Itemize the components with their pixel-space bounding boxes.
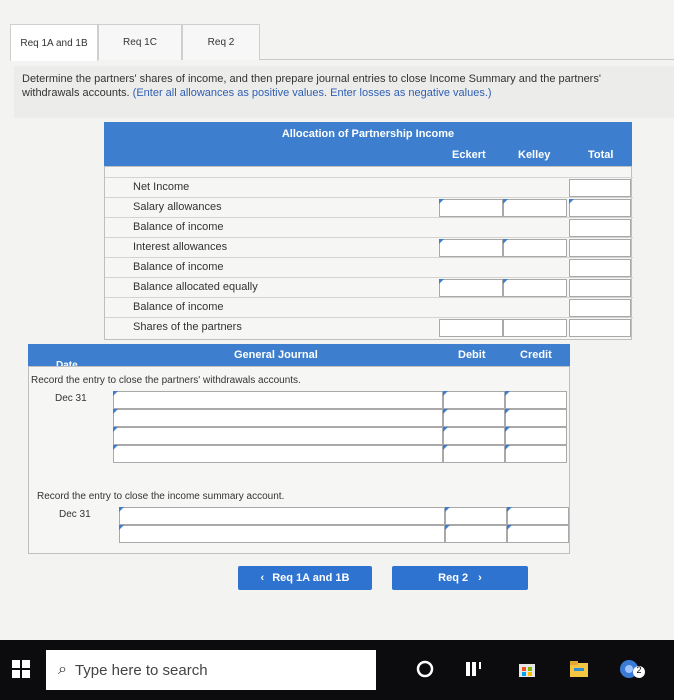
entry2-credit-input-1[interactable]: [507, 507, 569, 525]
interest-eckert-input[interactable]: [439, 239, 503, 257]
row-label-salary-allowances: Salary allowances: [133, 201, 222, 213]
equal-total-input[interactable]: [569, 279, 631, 297]
table-row: [105, 297, 633, 317]
row-label-shares: Shares of the partners: [133, 321, 242, 333]
table-row: [105, 277, 633, 297]
entry2-debit-input-1[interactable]: [445, 507, 507, 525]
next-req-button[interactable]: [392, 566, 528, 590]
shares-kelley-input[interactable]: [503, 319, 567, 337]
next-req-label: Req 2: [438, 572, 469, 584]
allocation-table: [104, 122, 632, 340]
allocation-title: Allocation of Partnership Income: [104, 122, 632, 146]
notification-badge: 2: [636, 665, 642, 675]
entry1-credit-input-1[interactable]: [505, 391, 567, 409]
salary-kelley-input[interactable]: [503, 199, 567, 217]
entry1-date: Dec 31: [55, 393, 87, 404]
table-row: [29, 391, 569, 409]
table-row: [29, 427, 569, 445]
entry2-account-input-2[interactable]: [119, 525, 445, 543]
entry2-date: Dec 31: [59, 509, 91, 520]
table-row: [105, 257, 633, 277]
equal-eckert-input[interactable]: [439, 279, 503, 297]
windows-start-icon[interactable]: [12, 660, 30, 678]
prev-req-button[interactable]: [238, 566, 372, 590]
search-placeholder: Type here to search: [74, 661, 208, 679]
general-journal: [28, 344, 570, 554]
tab-req-2[interactable]: Req 2: [182, 24, 260, 60]
requirement-tabs: [10, 24, 674, 60]
entry1-credit-input-3[interactable]: [505, 427, 567, 445]
instructions-text: Determine the partners' shares of income, and then prepare journal entries to close Income Summary and the partners': [22, 73, 601, 85]
row-label-balance-1: Balance of income: [133, 221, 224, 233]
col-eckert: Eckert: [452, 149, 486, 161]
entry1-account-input-2[interactable]: [113, 409, 443, 427]
shares-total-input[interactable]: [569, 319, 631, 337]
row-label-net-income: Net Income: [133, 181, 190, 193]
net-income-total-input[interactable]: [569, 179, 631, 197]
task-view-icon[interactable]: [464, 658, 486, 680]
col-credit: Credit: [520, 349, 552, 361]
table-row: [105, 317, 633, 337]
shares-eckert-input[interactable]: [439, 319, 503, 337]
tab-req-1c[interactable]: Req 1C: [98, 24, 182, 60]
tab-req-1a-1b[interactable]: Req 1A and 1B: [10, 24, 98, 61]
instructions-note: (Enter all allowances as positive values. Enter losses as negative values.): [132, 87, 492, 99]
entry1-debit-input-3[interactable]: [443, 427, 505, 445]
file-explorer-icon[interactable]: [568, 658, 590, 680]
row-label-balance-2: Balance of income: [133, 261, 224, 273]
entry1-credit-input-4[interactable]: [505, 445, 567, 463]
interest-kelley-input[interactable]: [503, 239, 567, 257]
windows-taskbar: [0, 640, 674, 700]
instructions: [14, 66, 674, 118]
entry1-debit-input-4[interactable]: [443, 445, 505, 463]
col-debit: Debit: [458, 349, 486, 361]
search-icon: ⌕: [58, 661, 67, 678]
entry1-debit-input-1[interactable]: [443, 391, 505, 409]
prev-req-label: Req 1A and 1B: [272, 572, 350, 584]
chevron-right-icon: ›: [478, 572, 482, 584]
allocation-header: [104, 146, 632, 166]
chevron-left-icon: ‹: [260, 572, 265, 584]
entry1-credit-input-2[interactable]: [505, 409, 567, 427]
entry2-credit-input-2[interactable]: [507, 525, 569, 543]
allocation-body: [104, 166, 632, 340]
entry1-account-input-1[interactable]: [113, 391, 443, 409]
salary-eckert-input[interactable]: [439, 199, 503, 217]
table-row: [29, 507, 569, 525]
table-row: [29, 409, 569, 427]
entry2-note: Record the entry to close the income summary account.: [37, 491, 285, 502]
row-label-balance-allocated: Balance allocated equally: [133, 281, 258, 293]
row-label-interest-allowances: Interest allowances: [133, 241, 228, 253]
journal-header: [28, 344, 570, 366]
balance1-total-input[interactable]: [569, 219, 631, 237]
entry2-account-input-1[interactable]: [119, 507, 445, 525]
table-row: [105, 217, 633, 237]
entry1-account-input-3[interactable]: [113, 427, 443, 445]
entry1-debit-input-2[interactable]: [443, 409, 505, 427]
entry1-note: Record the entry to close the partners' withdrawals accounts.: [31, 375, 301, 386]
balance3-total-input[interactable]: [569, 299, 631, 317]
table-row: [105, 237, 633, 257]
salary-total-input[interactable]: [569, 199, 631, 217]
row-label-balance-3: Balance of income: [133, 301, 224, 313]
table-row: [105, 177, 633, 197]
balance2-total-input[interactable]: [569, 259, 631, 277]
interest-total-input[interactable]: [569, 239, 631, 257]
taskbar-search-box[interactable]: [46, 650, 376, 690]
table-row: [29, 445, 569, 463]
entry1-account-input-4[interactable]: [113, 445, 443, 463]
table-row: [29, 525, 569, 543]
col-general-journal: General Journal: [234, 349, 318, 361]
store-icon[interactable]: [516, 658, 538, 680]
table-row: [105, 197, 633, 217]
col-total: Total: [588, 149, 614, 161]
journal-body: [28, 366, 570, 554]
col-kelley: Kelley: [518, 149, 551, 161]
chrome-notification-icon[interactable]: [618, 658, 648, 680]
equal-kelley-input[interactable]: [503, 279, 567, 297]
instructions-text-line2: withdrawals accounts.: [22, 87, 130, 99]
cortana-icon[interactable]: [414, 658, 436, 680]
entry2-debit-input-2[interactable]: [445, 525, 507, 543]
